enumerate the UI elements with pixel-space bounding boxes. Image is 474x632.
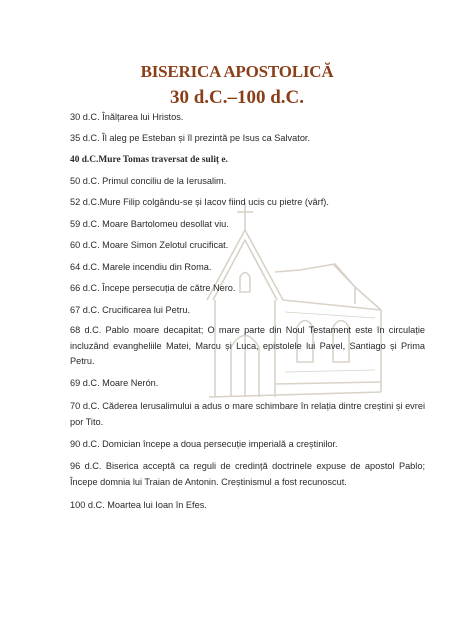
timeline-entry-59: 59 d.C. Moare Bartolomeu desollat viu. xyxy=(70,219,229,229)
timeline-entry-30: 30 d.C. Înălțarea lui Hristos. xyxy=(70,112,184,122)
timeline-entry-96: 96 d.C. Biserica acceptă ca reguli de credință doctrinele expuse de apostol Pablo; Începe domnia lui Traian de Antonin. Creștinismul a fost recunoscut. xyxy=(70,461,425,487)
timeline-entry-67: 67 d.C. Crucificarea lui Petru. xyxy=(70,305,190,315)
timeline-entry-70: 70 d.C. Căderea Ierusalimului a adus o mare schimbare în relația dintre creștini și evrei por Tito. xyxy=(70,401,425,427)
timeline-entry-35: 35 d.C. Îl aleg pe Esteban și îl prezintă pe Isus ca Salvator. xyxy=(70,133,311,143)
timeline-entry-68: 68 d.C. Pablo moare decapitat; O mare parte din Noul Testament este în circulație incluzând evangheliile Matei, Marcu și Luca, epistolele lui Pavel, Santiago și Prima Petru. xyxy=(70,325,425,366)
timeline-entry-64: 64 d.C. Marele incendiu din Roma. xyxy=(70,262,212,272)
timeline-entry-50: 50 d.C. Primul conciliu de la Ierusalim. xyxy=(70,176,227,186)
timeline-entry-69: 69 d.C. Moare Nerón. xyxy=(70,378,159,388)
timeline-entry-90: 90 d.C. Domician începe a doua persecuție imperială a creștinilor. xyxy=(70,439,338,449)
timeline-entry-40: 40 d.C.Mure Tomas traversat de suliț e. xyxy=(70,155,228,165)
timeline-entry-66: 66 d.C. Începe persecuția de către Nero. xyxy=(70,283,236,293)
document-title: BISERICA APOSTOLICĂ xyxy=(140,62,334,81)
document-subtitle-date-range: 30 d.C.–100 d.C. xyxy=(169,87,305,108)
timeline-entry-60: 60 d.C. Moare Simon Zelotul crucificat. xyxy=(70,240,229,250)
timeline-entry-52: 52 d.C.Mure Filip colgându-se și Iacov fiind ucis cu pietre (vârf). xyxy=(70,197,329,207)
timeline-entry-100: 100 d.C. Moartea lui Ioan în Efes. xyxy=(70,500,207,510)
